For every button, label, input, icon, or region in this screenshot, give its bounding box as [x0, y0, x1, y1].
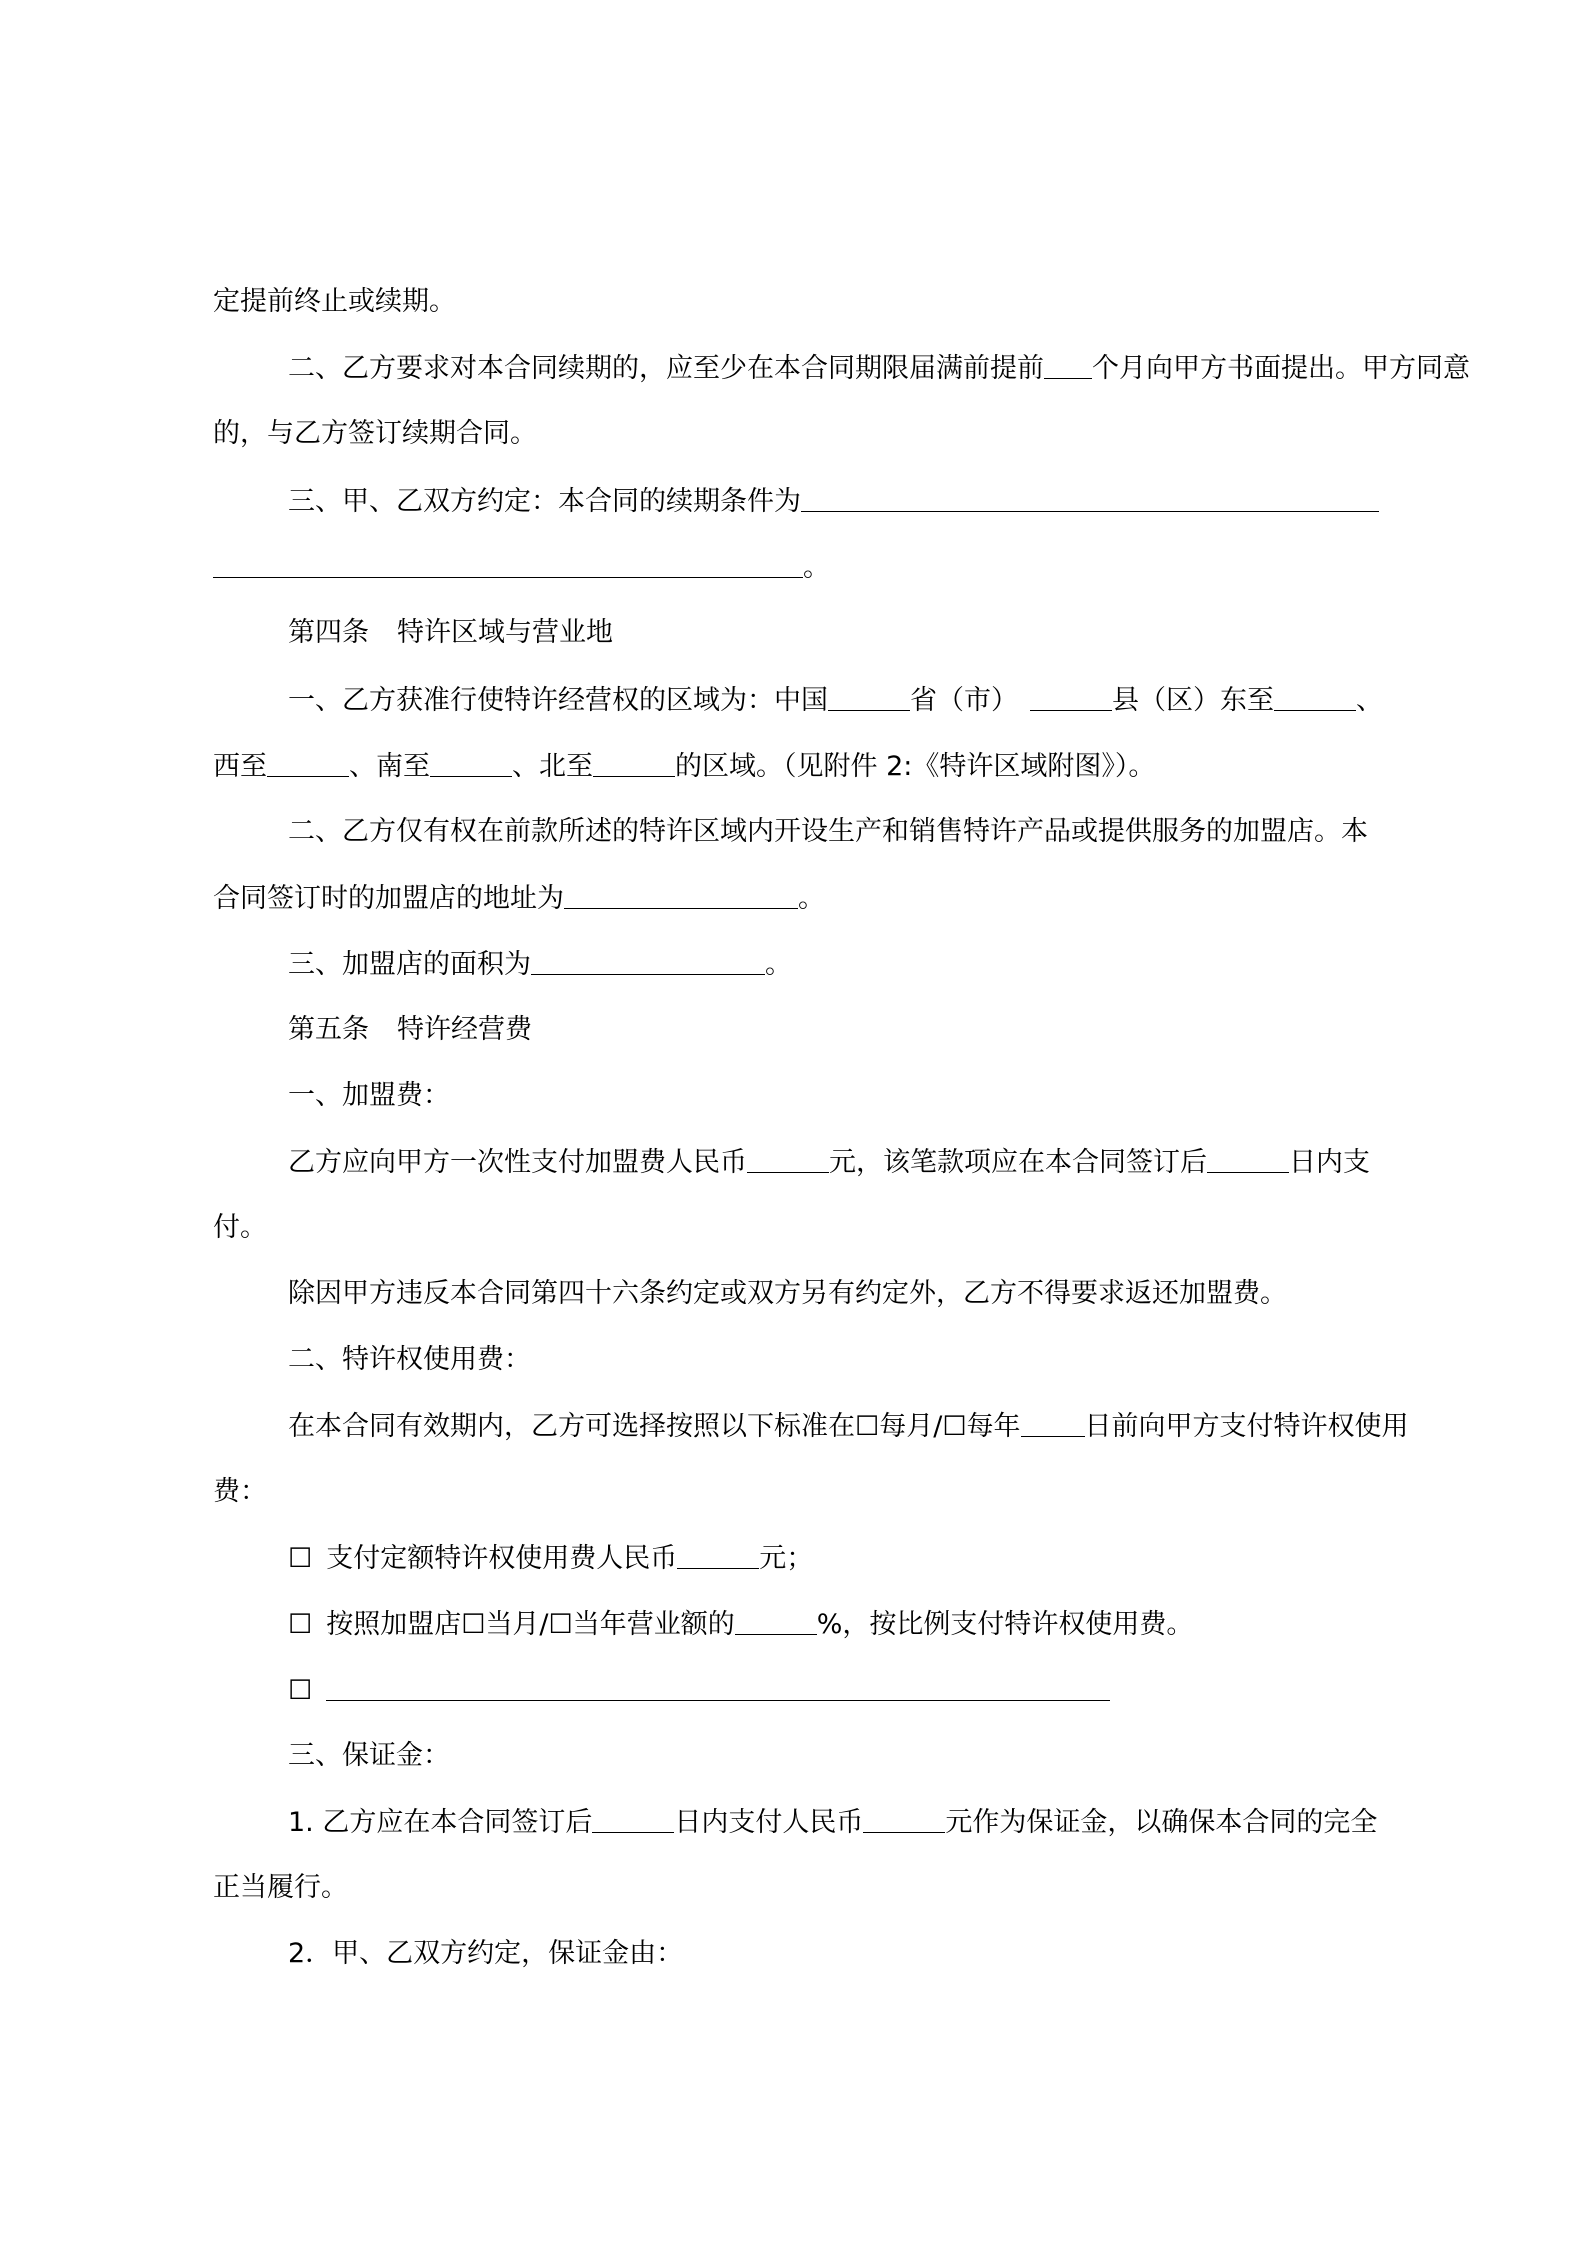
- article-title: 特许经营费: [397, 1014, 532, 1045]
- blank-store-area[interactable]: [531, 944, 765, 975]
- text: 在本合同有效期内，乙方可选择按照以下标准在: [288, 1411, 855, 1442]
- article-heading: [288, 1010, 1393, 1050]
- article-number: 第五条: [288, 1014, 369, 1045]
- text: 一、加盟费：: [288, 1080, 450, 1111]
- text: 2．甲、乙双方约定，保证金由：: [288, 1938, 684, 1969]
- text: 1. 乙方应在本合同签订后: [288, 1807, 593, 1838]
- paragraph-line: [213, 746, 1393, 786]
- text: 二、特许权使用费：: [288, 1344, 531, 1375]
- blank-south[interactable]: [430, 746, 512, 777]
- paragraph-line: [288, 1406, 1409, 1446]
- paragraph-line: [288, 1274, 1393, 1314]
- text: 每年: [966, 1411, 1021, 1442]
- paragraph-line: [288, 481, 1393, 521]
- blank-fixed-fee-amount[interactable]: [677, 1538, 759, 1569]
- text: 正当履行。: [213, 1872, 348, 1903]
- text: 元作为保证金，以确保本合同的完全: [945, 1807, 1378, 1838]
- paragraph-line: [213, 282, 1393, 322]
- paragraph-line: [213, 878, 1393, 918]
- paragraph-line: [288, 1736, 1393, 1776]
- blank-west[interactable]: [267, 746, 349, 777]
- blank-renewal-conditions[interactable]: [801, 481, 1379, 512]
- checkbox-percentage-fee[interactable]: ☐: [288, 1609, 313, 1640]
- blank-payment-day[interactable]: [1021, 1406, 1085, 1437]
- text: 、北至: [512, 751, 593, 782]
- text: %，按比例支付特许权使用费。: [816, 1609, 1194, 1640]
- text: 支付定额特许权使用费人民币: [326, 1543, 678, 1574]
- blank-east[interactable]: [1274, 680, 1356, 711]
- blank-franchise-fee[interactable]: [747, 1142, 829, 1173]
- text: 元；: [759, 1543, 814, 1574]
- text: 当月/: [485, 1609, 549, 1640]
- text: 日内支付人民币: [674, 1807, 864, 1838]
- text: 费：: [213, 1476, 267, 1507]
- option-line: [288, 1670, 1393, 1710]
- paragraph-line: [213, 414, 1393, 454]
- option-line: [288, 1604, 1393, 1644]
- paragraph-line: [288, 680, 1393, 720]
- text: 付。: [213, 1212, 267, 1243]
- paragraph-line: [288, 348, 1470, 388]
- text: 。: [803, 552, 830, 583]
- article-title: 特许区域与营业地: [397, 617, 613, 648]
- text: 每月/: [879, 1411, 943, 1442]
- text: 三、甲、乙双方约定：本合同的续期条件为: [288, 486, 801, 517]
- text: 合同签订时的加盟店的地址为: [213, 883, 564, 914]
- blank-percentage[interactable]: [735, 1604, 817, 1635]
- paragraph-line: [288, 1802, 1393, 1842]
- blank-deposit-amount[interactable]: [863, 1802, 945, 1833]
- text: 三、加盟店的面积为: [288, 949, 531, 980]
- text: 省（市）: [910, 685, 1018, 716]
- paragraph-line: [288, 1340, 1393, 1380]
- text: 乙方应向甲方一次性支付加盟费人民币: [288, 1147, 747, 1178]
- text: 。: [798, 883, 825, 914]
- text: 定提前终止或续期。: [213, 286, 456, 317]
- checkbox-current-month[interactable]: ☐: [461, 1609, 486, 1640]
- checkbox-current-year[interactable]: ☐: [548, 1609, 573, 1640]
- text: 日内支: [1289, 1147, 1370, 1178]
- paragraph-line: [288, 1934, 1393, 1974]
- text: 一、乙方获准行使特许经营权的区域为：中国: [288, 685, 828, 716]
- blank-county[interactable]: [1030, 680, 1112, 711]
- blank-north[interactable]: [593, 746, 675, 777]
- text: 二、乙方要求对本合同续期的，应至少在本合同期限届满前提前: [288, 353, 1044, 384]
- paragraph-line: [288, 1142, 1393, 1182]
- paragraph-line: [213, 1472, 1393, 1512]
- text: 二、乙方仅有权在前款所述的特许区域内开设生产和销售特许产品或提供服务的加盟店。本: [288, 816, 1368, 847]
- paragraph-line: [213, 1208, 1393, 1248]
- paragraph-line: [288, 812, 1393, 852]
- text: 的，与乙方签订续期合同。: [213, 418, 537, 449]
- text: 按照加盟店: [326, 1609, 462, 1640]
- text: 县（区）东至: [1112, 685, 1274, 716]
- checkbox-monthly[interactable]: ☐: [855, 1411, 880, 1442]
- text: 日前向甲方支付特许权使用: [1084, 1411, 1409, 1442]
- blank-province[interactable]: [828, 680, 910, 711]
- blank-renewal-conditions-cont[interactable]: [213, 547, 803, 578]
- blank-fee-days[interactable]: [1207, 1142, 1289, 1173]
- text: 、南至: [349, 751, 430, 782]
- text: 元，该笔款项应在本合同签订后: [829, 1147, 1207, 1178]
- text: 三、保证金：: [288, 1740, 450, 1771]
- blank-other-terms[interactable]: [326, 1670, 1110, 1701]
- text: 除因甲方违反本合同第四十六条约定或双方另有约定外，乙方不得要求返还加盟费。: [288, 1278, 1287, 1309]
- paragraph-line: [213, 1868, 1393, 1908]
- paragraph-line: [213, 547, 1393, 587]
- text: 西至: [213, 751, 267, 782]
- blank-months[interactable]: [1044, 348, 1092, 379]
- paragraph-line: [288, 944, 1393, 984]
- option-line: [288, 1538, 1393, 1578]
- text: 当年营业额的: [572, 1609, 735, 1640]
- checkbox-fixed-fee[interactable]: ☐: [288, 1543, 313, 1574]
- text: 、: [1356, 685, 1383, 716]
- text: 。: [765, 949, 792, 980]
- paragraph-line: [288, 1076, 1393, 1116]
- checkbox-other[interactable]: ☐: [288, 1675, 313, 1706]
- blank-store-address[interactable]: [564, 878, 798, 909]
- text: 个月向甲方书面提出。甲方同意: [1092, 353, 1470, 384]
- checkbox-yearly[interactable]: ☐: [942, 1411, 967, 1442]
- article-number: 第四条: [288, 617, 369, 648]
- text: 的区域。（见附件 2:《特许区域附图》）。: [675, 751, 1156, 782]
- article-heading: [288, 613, 1393, 653]
- blank-deposit-days[interactable]: [592, 1802, 674, 1833]
